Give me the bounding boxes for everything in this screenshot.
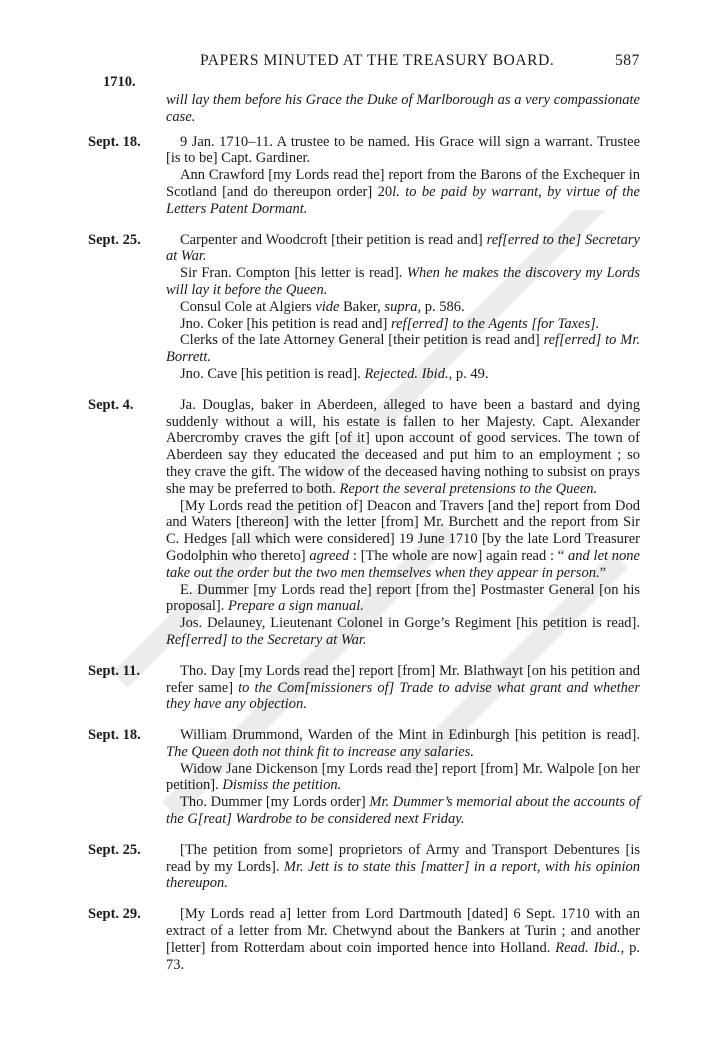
minute-entry: [0, 232, 720, 383]
roman-text: 9 Jan. 1710–11. A trustee to be named. His Grace will sign a warrant. Trustee [is to be] Capt. Gardiner.: [166, 133, 640, 167]
roman-text: Jos. Delauney, Lieutenant Colonel in Gorge’s Regiment [his petition is read].: [180, 615, 640, 632]
entry-date: Sept. 11.: [88, 662, 140, 679]
minute-entry: [0, 906, 720, 973]
roman-text: Ann Crawford [my Lords read the] report from the Barons of the Exchequer in Scotland [and do thereupon order] 20: [166, 167, 640, 200]
italic-text: Prepare a sign manual.: [228, 598, 364, 615]
entry-paragraph: [166, 397, 640, 498]
entry-body: [166, 906, 640, 973]
minute-entry: [0, 727, 720, 828]
minute-entry: [0, 397, 720, 649]
roman-text: Widow Jane Dickenson [my Lords read the] report [from] Mr. Walpole [on her petition].: [166, 760, 640, 794]
running-header: [200, 52, 640, 70]
entry-body: [166, 232, 640, 383]
entry-body: [166, 92, 640, 126]
roman-text: ”: [599, 564, 607, 581]
minute-entry: [0, 663, 720, 713]
entry-paragraph: [166, 134, 640, 168]
italic-text: l. to be paid by warrant, by virtue of the Letters Patent Dormant.: [166, 183, 640, 217]
entry-body: [166, 842, 640, 892]
italic-text: The Queen doth not think fit to increase any salaries.: [166, 743, 474, 760]
italic-text: ref[erred] to the Agents [for Taxes].: [391, 315, 600, 332]
roman-text: Tho. Dummer [my Lords order]: [180, 794, 370, 811]
roman-text: Tho. Day [my Lords read the] report [from] Mr. Blathwayt [on his petition and refer same]: [166, 662, 640, 696]
italic-text: Mr. Jett is to state this [matter] in a report, with his opinion thereupon.: [166, 858, 640, 892]
roman-text: , p. 586.: [417, 298, 465, 315]
italic-text: When he makes the discovery my Lords will lay it before the Queen.: [166, 265, 640, 298]
entry-paragraph: [166, 582, 640, 616]
entry-paragraph: [166, 232, 640, 266]
entry-body: [166, 727, 640, 828]
minute-entry: [0, 134, 720, 218]
italic-text: and let none take out the order but the two men themselves when they appear in person.: [166, 547, 640, 581]
entry-body: [166, 397, 640, 649]
italic-text: vide: [315, 298, 340, 315]
minute-entry: [0, 842, 720, 892]
italic-text: to the Com[missioners of] Trade to advise what grant and whether they have any objection.: [166, 679, 640, 713]
italic-text: Report the several pretensions to the Queen.: [339, 480, 598, 497]
roman-text: , p. 73.: [166, 939, 640, 973]
running-title: PAPERS MINUTED AT THE TREASURY BOARD.: [200, 52, 555, 69]
roman-text: Sir Fran. Compton [his letter is read].: [180, 265, 407, 282]
italic-text: Mr. Dummer’s memorial about the accounts of the G[reat] Wardrobe to be considered next Friday.: [166, 794, 640, 828]
entry-body: [166, 663, 640, 713]
entry-paragraph: [166, 727, 640, 761]
roman-text: Ja. Douglas, baker in Aberdeen, alleged to have been a bastard and dying suddenly without a will, his estate is fallen to her Majesty. Capt. Alexander Abercromby craves the gift [of it] upon account of good services. The town of Aberdeen say they educated the deceased and put him to an employment ; so they crave the gift. The widow of the deceased having nothing to subsist on prays she may be preferred to both.: [166, 396, 640, 497]
roman-text: Jno. Coker [his petition is read and]: [180, 315, 392, 332]
entry-paragraph: [166, 366, 640, 383]
year-label: 1710.: [103, 74, 136, 90]
entry-paragraph: [166, 92, 640, 126]
minutes-list: [0, 92, 720, 973]
entry-paragraph: [166, 299, 640, 316]
entry-date: Sept. 18.: [88, 133, 141, 150]
roman-text: Jno. Cave [his petition is read].: [180, 365, 365, 382]
roman-text: , p. 49.: [448, 365, 489, 382]
entry-paragraph: [166, 663, 640, 713]
page-number: 587: [614, 52, 640, 69]
entry-paragraph: [166, 167, 640, 217]
entry-paragraph: [166, 332, 640, 366]
italic-text: agreed: [309, 547, 350, 564]
roman-text: Consul Cole at Algiers: [180, 298, 316, 315]
entry-date: Sept. 18.: [88, 727, 141, 744]
entry-body: [166, 134, 640, 218]
entry-date: Sept. 25.: [88, 231, 141, 248]
roman-text: Clerks of the late Attorney General [their petition is read and]: [180, 332, 544, 349]
italic-text: Dismiss the petition.: [222, 777, 342, 794]
italic-text: Rejected. Ibid.: [364, 365, 449, 382]
entry-paragraph: [166, 615, 640, 649]
italic-text: supra: [384, 298, 418, 315]
roman-text: E. Dummer [my Lords read the] report [from the] Postmaster General [on his proposal].: [166, 581, 640, 615]
roman-text: : [The whole are now] again read : “: [349, 547, 569, 564]
minute-entry: [0, 92, 720, 126]
roman-text: [The petition from some] proprietors of Army and Transport Debentures [is read by my Lords].: [166, 841, 640, 875]
entry-date: Sept. 25.: [88, 841, 141, 858]
entry-paragraph: [166, 316, 640, 333]
roman-text: [My Lords read the petition of] Deacon and Travers [and the] report from Dod and Waters [thereon] with the letter [from] Mr. Burchett and the report from Sir C. Hedges [all which were considered] 19 June 1710 [by the late Lord Treasurer Godolphin who thereto]: [166, 497, 640, 564]
italic-text: Read. Ibid.: [555, 939, 621, 956]
entry-paragraph: [166, 498, 640, 582]
entry-date: Sept. 29.: [88, 906, 141, 923]
entry-date: Sept. 4.: [88, 396, 134, 413]
roman-text: William Drummond, Warden of the Mint in Edinburgh [his petition is read].: [180, 727, 640, 744]
italic-text: ref[erred] to Mr. Borrett.: [166, 332, 640, 366]
roman-text: Baker,: [339, 298, 385, 315]
entry-paragraph: [166, 794, 640, 828]
italic-text: will lay them before his Grace the Duke of Marlborough as a very compassionate case.: [166, 92, 640, 125]
italic-text: ref[erred to the] Secretary at War.: [166, 231, 640, 265]
entry-paragraph: [166, 265, 640, 299]
entry-paragraph: [166, 761, 640, 795]
entry-paragraph: [166, 842, 640, 892]
roman-text: Carpenter and Woodcroft [their petition is read and]: [180, 231, 487, 248]
entry-paragraph: [166, 906, 640, 973]
italic-text: Ref[erred] to the Secretary at War.: [166, 631, 367, 648]
roman-text: [My Lords read a] letter from Lord Dartmouth [dated] 6 Sept. 1710 with an extract of a letter from Mr. Chetwynd about the Bankers at Turin ; and another [letter] from Rotterdam about coin imported hence into Holland.: [166, 906, 640, 956]
